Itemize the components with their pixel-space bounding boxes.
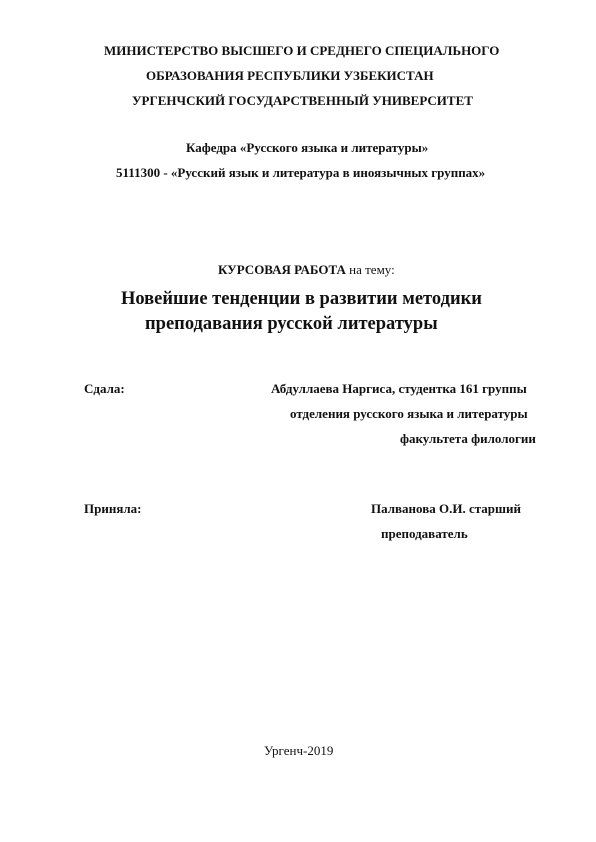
ministry-line-2: ОБРАЗОВАНИЯ РЕСПУБЛИКИ УЗБЕКИСТАН bbox=[146, 68, 434, 83]
work-title-line-1: Новейшие тенденции в развитии методики bbox=[121, 289, 482, 309]
accepted-by-line-2: преподаватель bbox=[381, 526, 468, 541]
accepted-by-line-1: Палванова О.И. старший bbox=[371, 501, 521, 516]
submitted-by-line-1: Абдуллаева Наргиса, студентка 161 группы bbox=[271, 381, 527, 396]
university-name: УРГЕНЧСКИЙ ГОСУДАРСТВЕННЫЙ УНИВЕРСИТЕТ bbox=[132, 93, 473, 108]
city-year: Ургенч-2019 bbox=[264, 743, 334, 758]
specialty: 5111300 - «Русский язык и литература в иноязычных группах» bbox=[116, 165, 486, 180]
department-name: Кафедра «Русского языка и литературы» bbox=[186, 140, 429, 155]
ministry-line-1: МИНИСТЕРСТВО ВЫСШЕГО И СРЕДНЕГО СПЕЦИАЛЬНОГО bbox=[104, 43, 500, 58]
work-type-line bbox=[218, 262, 395, 277]
submitted-by-line-2: отделения русского языка и литературы bbox=[290, 406, 528, 421]
submitted-by-line-3: факультета филологии bbox=[400, 431, 536, 446]
work-title-line-2: преподавания русской литературы bbox=[145, 314, 438, 334]
accepted-label: Приняла: bbox=[84, 501, 142, 516]
work-type-label: КУРСОВАЯ РАБОТА bbox=[218, 262, 346, 277]
work-type-suffix: на тему: bbox=[345, 262, 395, 277]
submitted-label: Сдала: bbox=[84, 381, 125, 396]
